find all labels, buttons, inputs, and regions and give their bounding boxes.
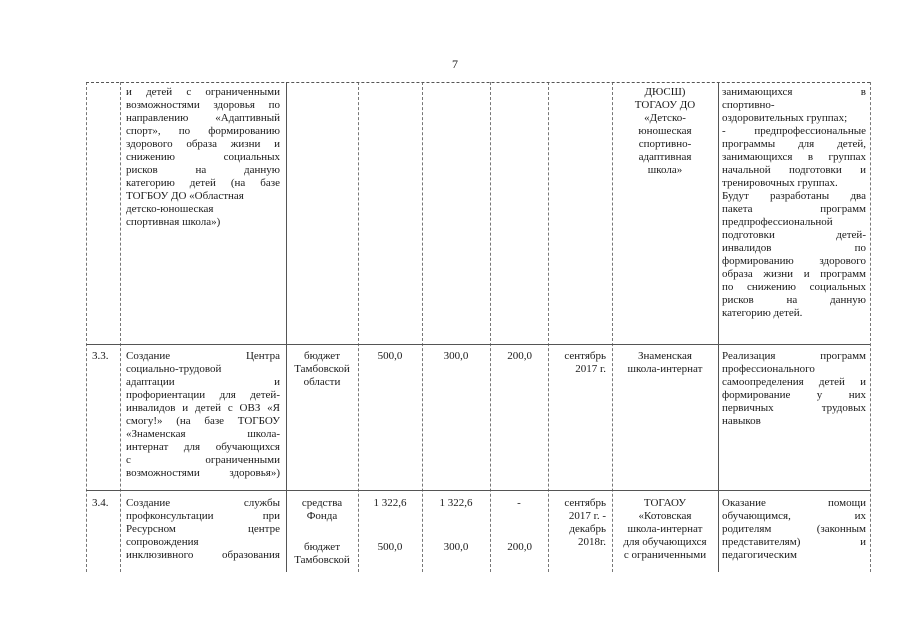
text-line: инклюзивного образования <box>126 549 280 561</box>
row3-2017-budget: 300,0 <box>443 541 469 553</box>
text-line: социально-трудовой <box>126 363 222 375</box>
text-line: Будут разработаны два <box>722 190 866 202</box>
row2-term <box>550 350 606 376</box>
text-line: 2017 г. <box>575 363 606 375</box>
text-line: смогу!» (на базе ТОГБОУ <box>126 415 280 427</box>
text-line: Знаменская <box>637 350 692 362</box>
text-line: предпрофессиональной <box>722 216 833 228</box>
text-line: подготовки детей- <box>722 229 866 241</box>
row2-result <box>722 350 866 428</box>
column-divider-executor <box>718 82 719 572</box>
row-number: 3.4. <box>92 497 109 509</box>
text-line: рисков на данную <box>722 294 866 306</box>
text-line: образа жизни и программ <box>722 268 866 280</box>
text-line: профконсультации при <box>126 510 280 522</box>
text-line: навыков <box>722 415 761 427</box>
text-line: средства <box>301 497 343 509</box>
text-line: по снижению социальных <box>722 281 866 293</box>
text-line: профессионального <box>722 363 815 375</box>
column-divider-total <box>422 82 423 572</box>
text-line: родителям (законным <box>722 523 866 535</box>
text-line: Реализация программ <box>722 350 866 362</box>
text-line: Создание Центра <box>126 350 280 362</box>
row3-term <box>550 497 606 549</box>
text-line: ДЮСШ) <box>644 86 686 98</box>
text-line: бюджет <box>304 541 340 553</box>
text-line: школа» <box>647 164 683 176</box>
text-line: категорию детей (на базе <box>126 177 280 189</box>
text-line: - предпрофессиональные <box>722 125 866 137</box>
row1-result <box>722 86 866 320</box>
row3-source-budget <box>288 541 356 567</box>
text-line: самоопределения детей и <box>722 376 866 388</box>
text-line: категорию детей. <box>722 307 803 319</box>
text-line: возможностями здоровья по <box>126 99 280 111</box>
text-line: Тамбовской <box>294 363 350 375</box>
row2-total: 500,0 <box>377 350 403 362</box>
text-line: пакета программ <box>722 203 866 215</box>
text-line: спортивная школа») <box>126 216 221 228</box>
row3-source-fund <box>288 497 356 523</box>
text-line: Оказание помощи <box>722 497 866 509</box>
row-divider-1 <box>86 344 870 345</box>
text-line: ТОГБОУ ДО «Областная <box>126 190 244 202</box>
text-line: спортивно- <box>722 99 775 111</box>
row3-executor <box>614 497 716 562</box>
column-divider-source <box>358 82 359 572</box>
text-line: рисков на данную <box>126 164 280 176</box>
text-line: инвалидов по <box>722 242 866 254</box>
text-line: детско-юношеская <box>126 203 214 215</box>
row2-2017: 300,0 <box>443 350 469 362</box>
text-line: начальной подготовки и <box>722 164 866 176</box>
row2-2018: 200,0 <box>507 350 532 362</box>
text-line: педагогическим <box>722 549 798 561</box>
text-line: первичных трудовых <box>722 402 866 414</box>
text-line: направлению «Адаптивный <box>126 112 280 124</box>
row-divider-2 <box>86 490 870 491</box>
text-line: с ограниченными <box>623 549 707 561</box>
column-divider-2018 <box>548 82 549 572</box>
text-line: представителям) и <box>722 536 866 548</box>
column-divider-num <box>120 82 121 572</box>
row2-name <box>126 350 280 480</box>
row3-name <box>126 497 280 562</box>
text-line: интернат для обучающихся <box>126 441 280 453</box>
text-line: ТОГАОУ <box>643 497 687 509</box>
column-divider-term <box>612 82 613 572</box>
text-line: сопровождения <box>126 536 199 548</box>
row2-executor <box>614 350 716 376</box>
text-line: Фонда <box>306 510 338 522</box>
text-line: Создание службы <box>126 497 280 509</box>
text-line: инвалидов и детей с ОВЗ «Я <box>126 402 280 414</box>
text-line: с ограниченными <box>126 454 280 466</box>
text-line: спортивно- <box>638 138 692 150</box>
text-line: и детей с ограниченными <box>126 86 280 98</box>
text-line: области <box>303 376 341 388</box>
text-line: школа-интернат <box>627 363 703 375</box>
row2-source <box>288 350 356 389</box>
row3-total-fund: 1 322,6 <box>373 497 407 509</box>
text-line: «Котовская <box>638 510 692 522</box>
table-border-left <box>86 82 87 572</box>
table-border-right <box>870 82 871 572</box>
text-line: снижению социальных <box>126 151 280 163</box>
row3-2018-budget: 200,0 <box>507 541 532 553</box>
row1-name <box>126 86 280 229</box>
text-line: занимающихся в <box>722 86 866 98</box>
text-line: тренировочных группах. <box>722 177 838 189</box>
text-line: сентябрь <box>564 350 606 362</box>
text-line: для обучающихся <box>623 536 707 548</box>
text-line: сентябрь <box>564 497 606 509</box>
text-line: 2017 г. - <box>568 510 606 522</box>
text-line: бюджет <box>304 350 340 362</box>
page-number: 7 <box>452 57 458 71</box>
text-line: формированию здорового <box>722 255 866 267</box>
row3-result <box>722 497 866 562</box>
text-line: формирование у них <box>722 389 866 401</box>
text-line: юношеская <box>638 125 692 137</box>
row-number: 3.3. <box>92 350 109 362</box>
row-divider-top <box>86 82 870 83</box>
text-line: ТОГАОУ ДО <box>634 99 696 111</box>
text-line: адаптивная <box>638 151 692 163</box>
text-line: декабрь <box>569 523 606 535</box>
text-line: «Детско- <box>644 112 686 124</box>
text-line: здорового образа жизни и <box>126 138 280 150</box>
text-line: «Знаменская школа- <box>126 428 280 440</box>
text-line: профориентации для детей- <box>126 389 280 401</box>
text-line: спорт», по формированию <box>126 125 280 137</box>
row3-2017-fund: 1 322,6 <box>439 497 473 509</box>
text-line: Тамбовской <box>294 554 350 566</box>
text-line: 2018г. <box>577 536 606 548</box>
text-line: занимающихся в группах <box>722 151 866 163</box>
text-line: возможностями здоровья») <box>126 467 280 479</box>
row1-executor <box>614 86 716 177</box>
column-divider-name <box>286 82 287 572</box>
row3-2018-fund: - <box>517 497 521 509</box>
text-line: адаптации и <box>126 376 280 388</box>
row3-total-budget: 500,0 <box>377 541 403 553</box>
text-line: Ресурсном центре <box>126 523 280 535</box>
text-line: оздоровительных группах; <box>722 112 848 124</box>
text-line: обучающимся, их <box>722 510 866 522</box>
column-divider-2017 <box>490 82 491 572</box>
text-line: программы для детей, <box>722 138 866 150</box>
text-line: школа-интернат <box>627 523 703 535</box>
